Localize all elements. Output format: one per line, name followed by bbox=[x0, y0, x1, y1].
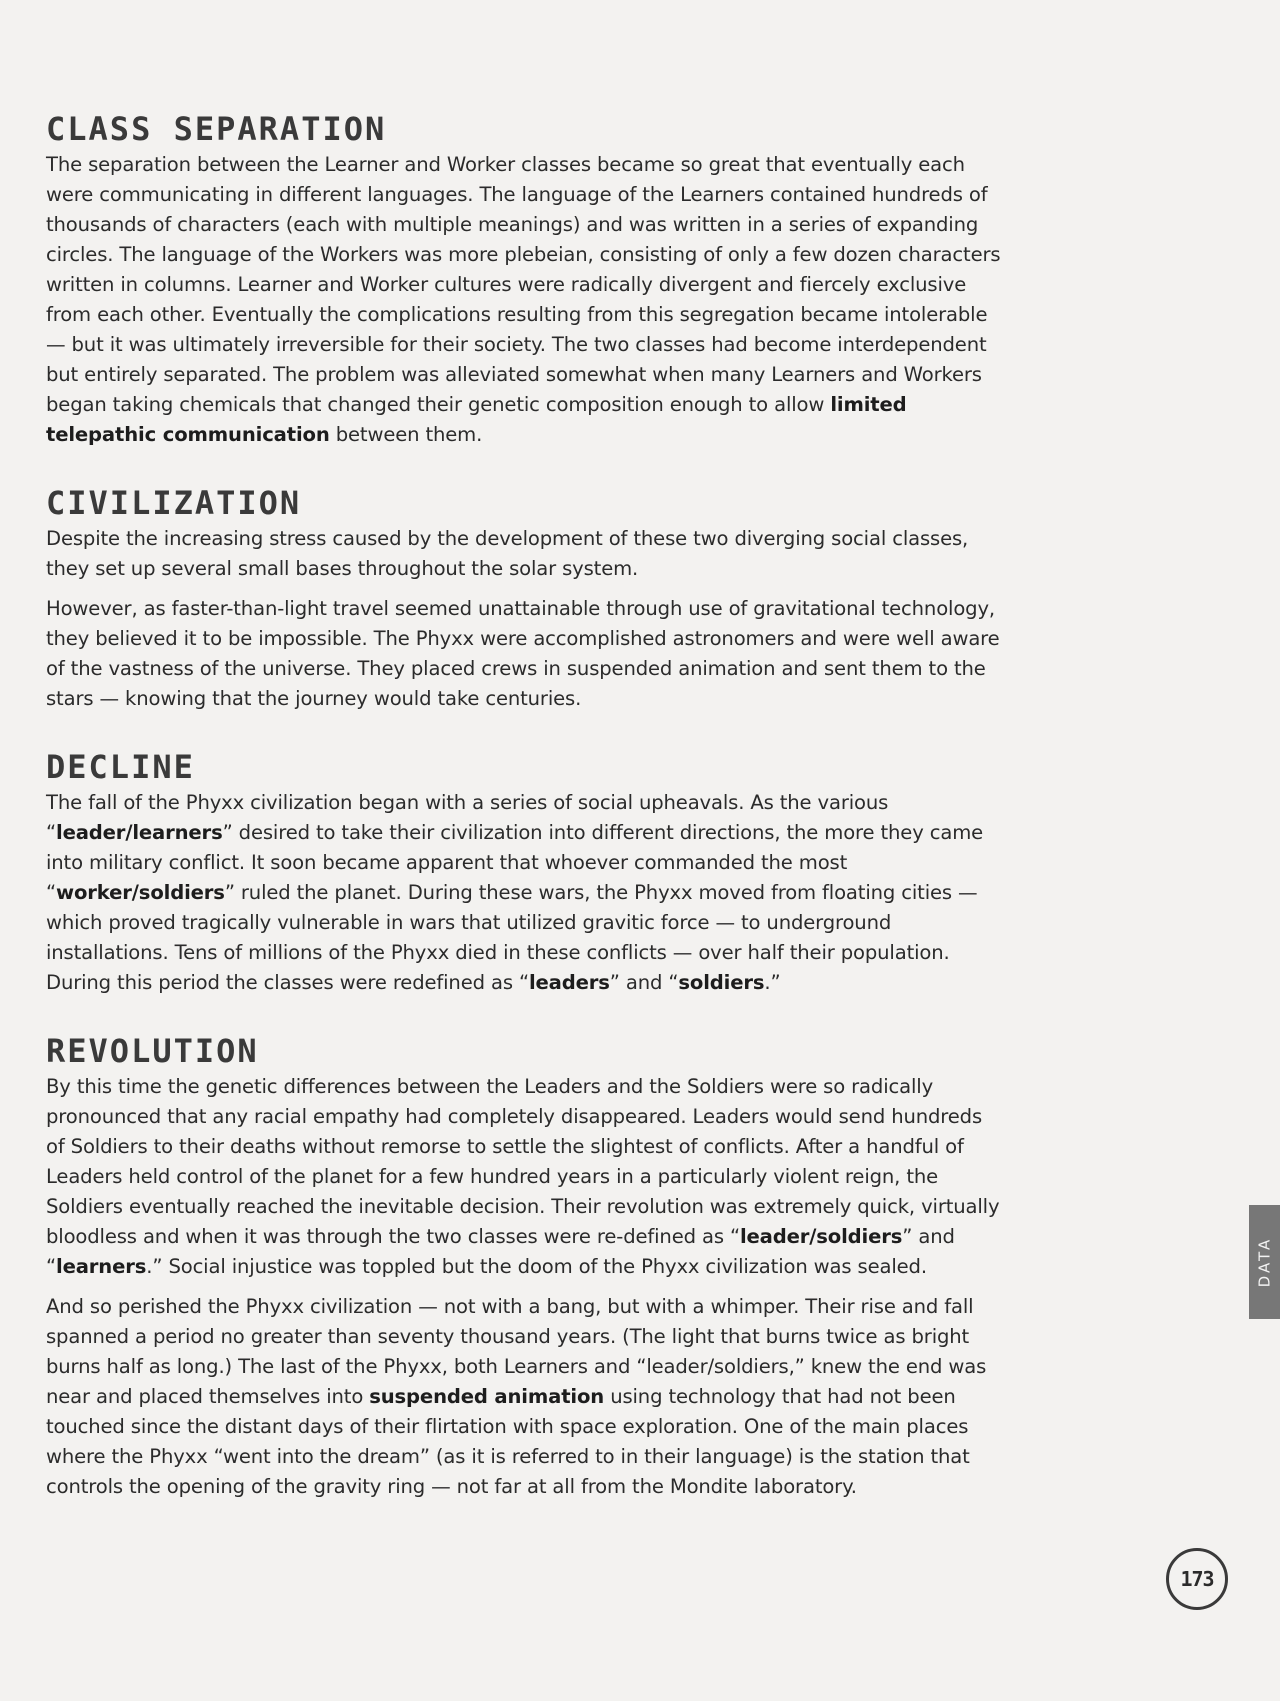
text-run: .” bbox=[764, 971, 781, 994]
page-number-badge bbox=[1166, 1548, 1228, 1610]
text-run: ” ruled the planet. During these wars, the Phyxx moved from floating cities — which proved tragically vulnerable in wars that utilized gravitic force — to underground installations. Tens of millions of the Phyxx died in these conflicts — over half their population. During this period the classes were redefined as “ bbox=[46, 881, 978, 994]
text-run: And so perished the Phyxx civilization — not with a bang, but with a whimper. Their rise and fall spanned a period no greater than seventy thousand years. (The light that burns twice as bright burns half as long.) The last of the Phyxx, both Learners and “leader/soldiers,” knew the end was near and placed themselves into bbox=[46, 1295, 987, 1408]
emphasis-text: leader/soldiers bbox=[739, 1225, 903, 1248]
text-run: However, as faster-than-light travel seemed unattainable through use of gravitational technology, they believed it to be impossible. The Phyxx were accomplished astronomers and were well aware of the vastness of the universe. They placed crews in suspended animation and sent them to the stars — knowing that the journey would take centuries. bbox=[46, 597, 1000, 710]
emphasis-text: learners bbox=[56, 1255, 147, 1278]
paragraph bbox=[46, 150, 1006, 450]
section-heading: CIVILIZATION bbox=[46, 484, 302, 522]
emphasis-text: soldiers bbox=[678, 971, 765, 994]
paragraph bbox=[46, 788, 1006, 998]
text-run: ” desired to take their civilization into different directions, the more they came into military conflict. It soon became apparent that whoever commanded the most “ bbox=[46, 821, 984, 904]
section-heading: CLASS SEPARATION bbox=[46, 110, 387, 148]
paragraph bbox=[46, 594, 1006, 714]
paragraph bbox=[46, 1072, 1006, 1282]
text-run: Despite the increasing stress caused by the development of these two diverging social classes, they set up several small bases throughout the solar system. bbox=[46, 527, 969, 580]
text-run: The separation between the Learner and Worker classes became so great that eventually each were communicating in different languages. The language of the Learners contained hundreds of thousands of characters (each with multiple meanings) and was written in a series of expanding circles. The language of the Workers was more plebeian, consisting of only a few dozen characters written in columns. Learner and Worker cultures were radically divergent and fiercely exclusive from each other. Eventually the complications resulting from this segregation became intolerable — but it was ultimately irreversible for their society. The two classes had become interdependent but entirely separated. The problem was alleviated somewhat when many Learners and Workers began taking chemicals that changed their genetic composition enough to allow bbox=[46, 153, 1001, 416]
section-decline bbox=[46, 750, 1006, 998]
text-run: ” and “ bbox=[46, 1225, 955, 1278]
section-revolution bbox=[46, 1034, 1006, 1502]
section-heading: REVOLUTION bbox=[46, 1032, 259, 1070]
section-class-separation bbox=[46, 112, 1006, 450]
page-number: 173 bbox=[1180, 1567, 1214, 1591]
text-run: By this time the genetic differences between the Leaders and the Soldiers were so radically pronounced that any racial empathy had completely disappeared. Leaders would send hundreds of Soldiers to their deaths without remorse to settle the slightest of conflicts. After a handful of Leaders held control of the planet for a few hundred years in a particularly violent reign, the Soldiers eventually reached the inevitable decision. Their revolution was extremely quick, virtually bloodless and when it was through the two classes were re-defined as “ bbox=[46, 1075, 1000, 1248]
text-run: ” and “ bbox=[609, 971, 679, 994]
emphasis-text: suspended animation bbox=[369, 1385, 605, 1408]
page-content bbox=[46, 112, 1006, 1538]
text-run: .” Social injustice was toppled but the doom of the Phyxx civilization was sealed. bbox=[146, 1255, 927, 1278]
section-tab-data bbox=[1249, 1205, 1280, 1319]
emphasis-text: limited telepathic communication bbox=[46, 393, 907, 446]
text-run: between them. bbox=[329, 423, 483, 446]
section-civilization bbox=[46, 486, 1006, 714]
section-heading: DECLINE bbox=[46, 748, 195, 786]
emphasis-text: leader/learners bbox=[56, 821, 223, 844]
section-tab-label: DATA bbox=[1255, 1236, 1274, 1288]
emphasis-text: leaders bbox=[528, 971, 610, 994]
paragraph bbox=[46, 524, 1006, 584]
text-run: using technology that had not been touched since the distant days of their flirtation with space exploration. One of the main places where the Phyxx “went into the dream” (as it is referred to in their language) is the station that controls the opening of the gravity ring — not far at all from the Mondite laboratory. bbox=[46, 1385, 970, 1498]
text-run: The fall of the Phyxx civilization began with a series of social upheavals. As the various “ bbox=[46, 791, 889, 844]
emphasis-text: worker/soldiers bbox=[56, 881, 225, 904]
paragraph bbox=[46, 1292, 1006, 1502]
